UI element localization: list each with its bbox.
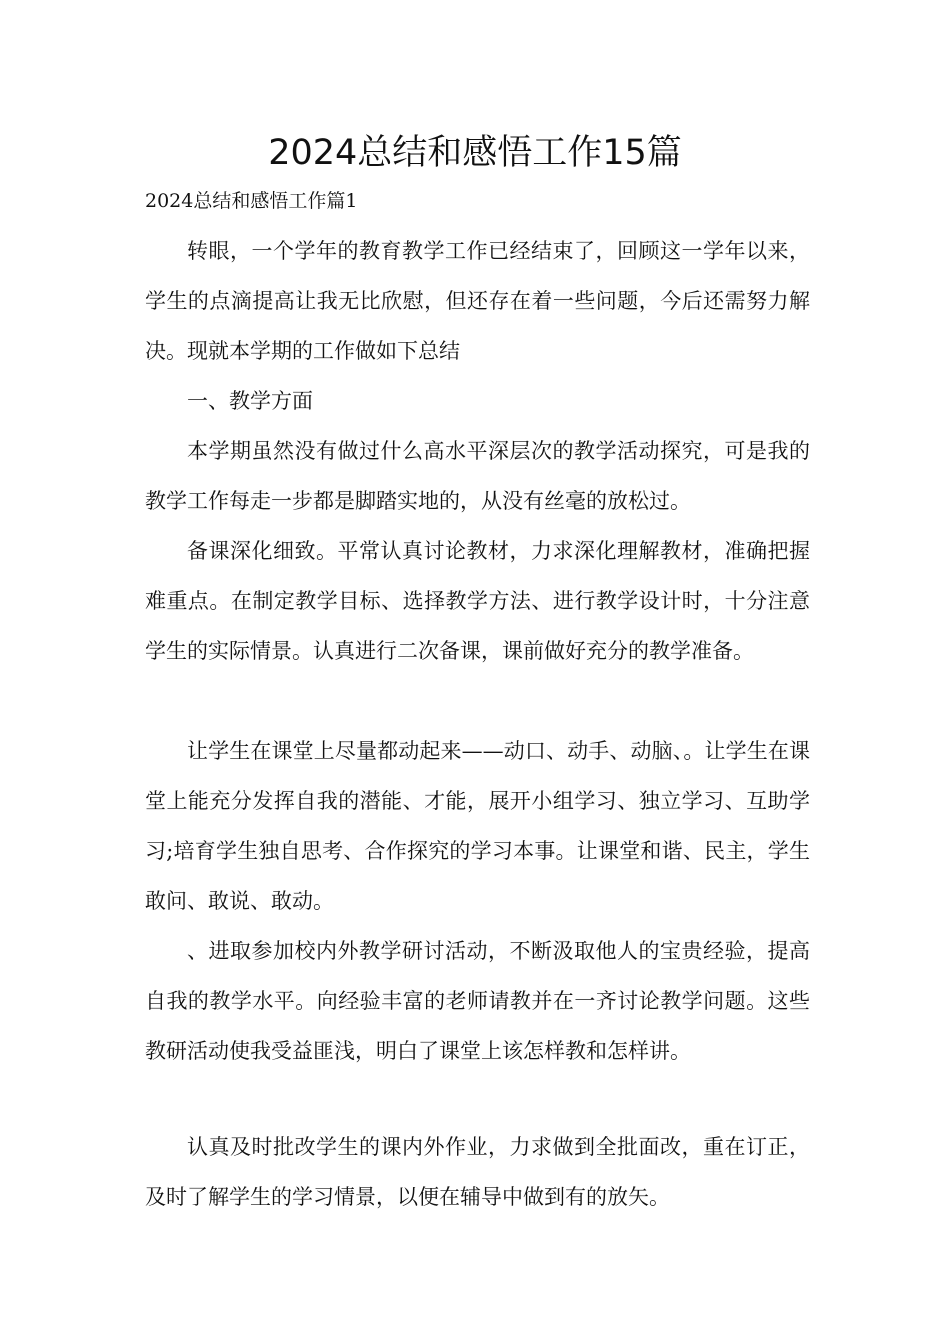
paragraph-teaching-overview: 本学期虽然没有做过什么高水平深层次的教学活动探究，可是我的教学工作每走一步都是脚踏实地的，从没有丝毫的放松过。 [145,439,810,513]
paragraph-lesson-prep: 备课深化细致。平常认真讨论教材，力求深化理解教材，准确把握难重点。在制定教学目标、选择教学方法、进行教学设计时，十分注意学生的实际情景。认真进行二次备课，课前做好充分的教学准备。 [145,539,810,663]
paragraph-intro: 转眼，一个学年的教育教学工作已经结束了，回顾这一学年以来，学生的点滴提高让我无比欣慰，但还存在着一些问题，今后还需努力解决。现就本学期的工作做如下总结 [145,239,810,363]
paragraph-classroom: 让学生在课堂上尽量都动起来——动口、动手、动脑、。让学生在课堂上能充分发挥自我的潜能、才能，展开小组学习、独立学习、互助学习;培育学生独自思考、合作探究的学习本事。让课堂和谐、民主，学生敢问、敢说、敢动。 [145,739,810,913]
paragraph-heading-teaching: 一、教学方面 [187,389,313,413]
document-title: 2024总结和感悟工作15篇 [268,133,682,173]
paragraph-homework: 认真及时批改学生的课内外作业，力求做到全批面改，重在订正，及时了解学生的学习情景，以便在辅导中做到有的放矢。 [145,1135,810,1209]
section-heading: 2024总结和感悟工作篇1 [145,190,358,212]
paragraph-research: 、进取参加校内外教学研讨活动，不断汲取他人的宝贵经验，提高自我的教学水平。向经验丰富的老师请教并在一齐讨论教学问题。这些教研活动使我受益匪浅，明白了课堂上该怎样教和怎样讲。 [145,939,810,1063]
